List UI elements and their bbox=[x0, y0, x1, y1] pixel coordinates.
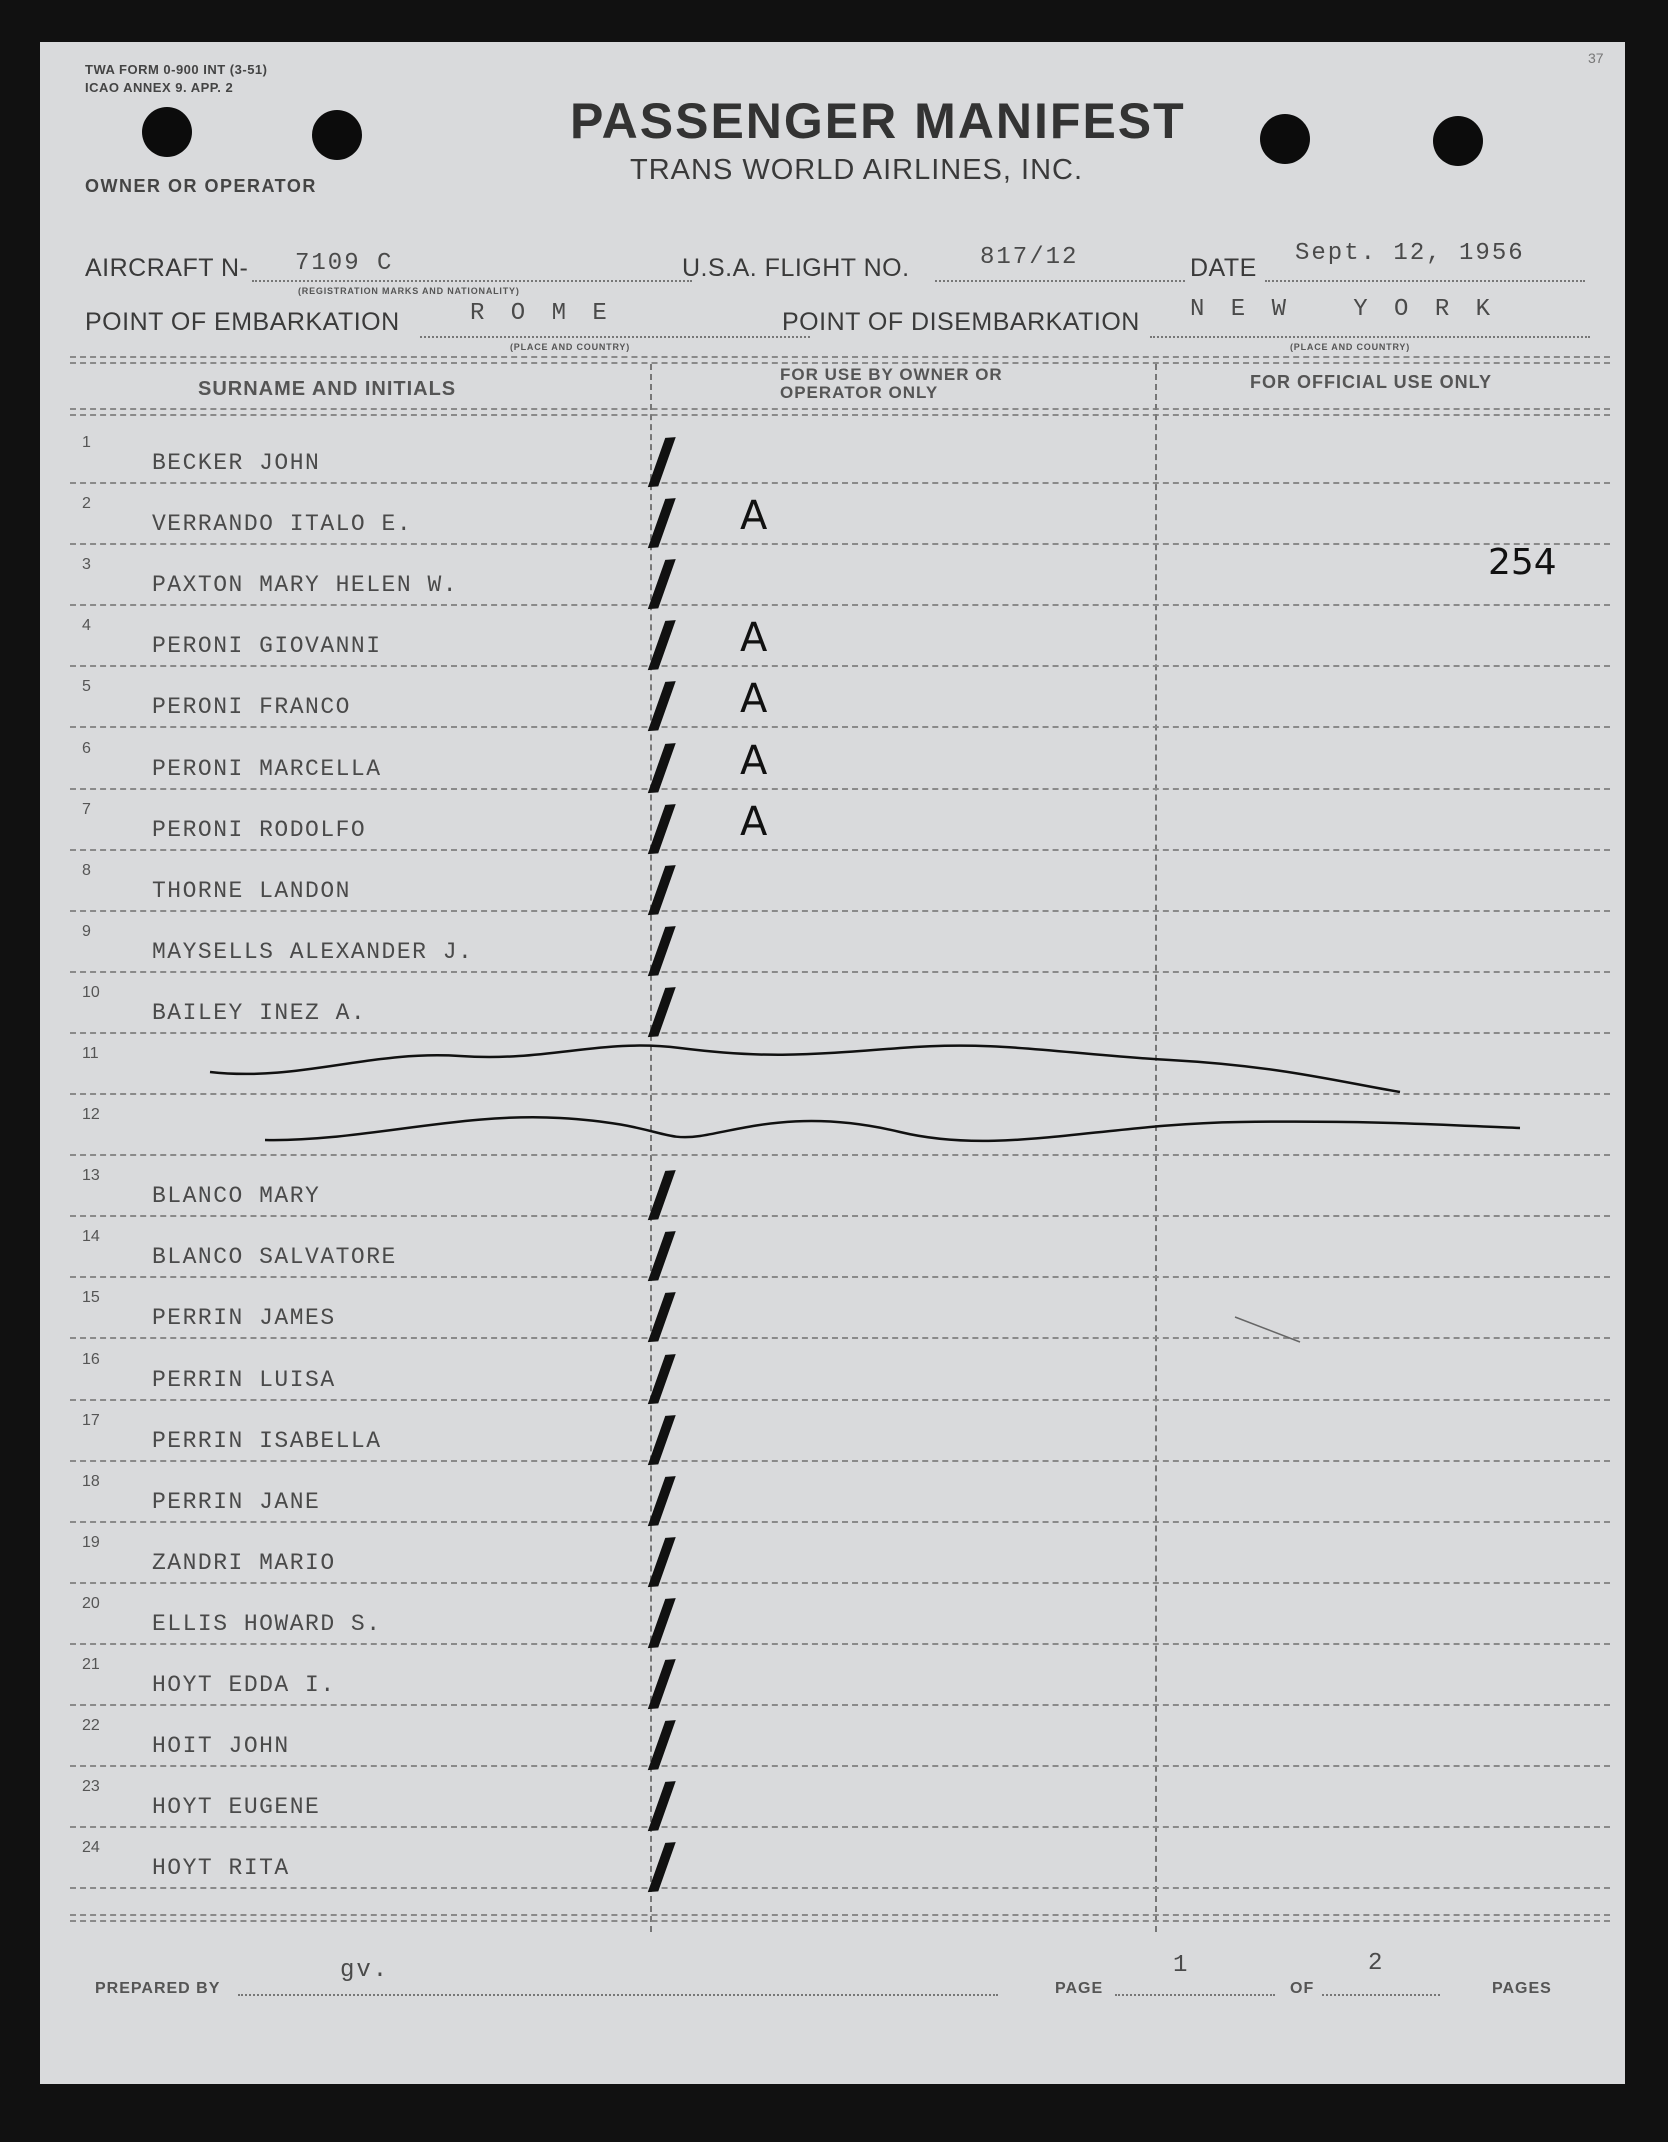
stray-mark bbox=[1235, 1317, 1300, 1342]
check-mark: / bbox=[629, 731, 693, 802]
check-mark: / bbox=[629, 608, 693, 679]
row-number: 3 bbox=[82, 556, 91, 574]
passenger-name: PAXTON MARY HELEN W. bbox=[152, 572, 459, 599]
airline-name: TRANS WORLD AIRLINES, INC. bbox=[630, 154, 1084, 186]
passenger-name: VERRANDO ITALO E. bbox=[152, 511, 413, 538]
check-mark: / bbox=[629, 1158, 693, 1229]
passenger-name: PERRIN JAMES bbox=[152, 1305, 336, 1332]
disembarkation-label: POINT OF DISEMBARKATION bbox=[782, 308, 1140, 336]
check-mark: / bbox=[629, 1769, 693, 1840]
date-label: DATE bbox=[1190, 254, 1257, 282]
check-mark: / bbox=[629, 1342, 693, 1413]
strike-line bbox=[210, 1046, 1400, 1092]
check-mark: / bbox=[629, 975, 693, 1046]
passenger-name: HOYT EUGENE bbox=[152, 1794, 321, 1821]
footer-rule bbox=[70, 1914, 1610, 1916]
page-title: PASSENGER MANIFEST bbox=[570, 93, 1186, 149]
row-number: 7 bbox=[82, 800, 91, 818]
embarkation-value: R O M E bbox=[470, 300, 613, 327]
row-number: 18 bbox=[82, 1472, 100, 1490]
disembarkation-note: (PLACE AND COUNTRY) bbox=[1290, 342, 1411, 352]
registration-note: (REGISTRATION MARKS AND NATIONALITY) bbox=[298, 286, 520, 296]
aircraft-value: 7109 C bbox=[295, 250, 394, 277]
pages-label: PAGES bbox=[1492, 1980, 1552, 1997]
passenger-name: BLANCO SALVATORE bbox=[152, 1244, 397, 1271]
form-code: TWA FORM 0-900 INT (3-51) bbox=[85, 62, 268, 77]
check-mark: / bbox=[629, 1281, 693, 1352]
passenger-name: PERONI MARCELLA bbox=[152, 755, 382, 782]
passenger-name: ELLIS HOWARD S. bbox=[152, 1610, 382, 1637]
row-number: 19 bbox=[82, 1533, 100, 1551]
row-number: 16 bbox=[82, 1350, 100, 1368]
row-number: 6 bbox=[82, 739, 91, 757]
row-number: 21 bbox=[82, 1656, 100, 1673]
row-number: 14 bbox=[82, 1228, 100, 1246]
row-number: 9 bbox=[82, 922, 91, 940]
check-mark: / bbox=[629, 853, 693, 924]
strike-line bbox=[265, 1117, 1520, 1141]
date-value: Sept. 12, 1956 bbox=[1295, 240, 1525, 267]
row-number: 11 bbox=[82, 1045, 99, 1062]
row-number: 20 bbox=[82, 1594, 100, 1612]
check-mark: / bbox=[629, 1403, 693, 1474]
passenger-name: HOIT JOHN bbox=[152, 1733, 290, 1760]
surname-column-header: SURNAME AND INITIALS bbox=[198, 378, 457, 400]
of-label: OF bbox=[1290, 1980, 1315, 1997]
row-number: 12 bbox=[82, 1106, 100, 1124]
row-number: 1 bbox=[82, 434, 91, 451]
footer-rule bbox=[70, 1920, 1610, 1922]
embarkation-label: POINT OF EMBARKATION bbox=[85, 308, 400, 336]
check-mark: / bbox=[629, 1464, 693, 1535]
check-mark: / bbox=[629, 547, 693, 618]
strike-scribbles bbox=[40, 42, 1625, 2084]
official-use-column-header: FOR OFFICIAL USE ONLY bbox=[1250, 372, 1493, 392]
passenger-name: ZANDRI MARIO bbox=[152, 1549, 336, 1576]
handwritten-note: A bbox=[740, 676, 768, 723]
prepared-by-value: gv. bbox=[340, 1957, 390, 1984]
handwritten-note: A bbox=[740, 615, 768, 662]
check-mark: / bbox=[629, 1219, 693, 1290]
prepared-by-underline bbox=[238, 1994, 998, 1996]
passenger-name: PERRIN JANE bbox=[152, 1488, 321, 1515]
of-underline bbox=[1322, 1994, 1440, 1996]
check-mark: / bbox=[629, 670, 693, 741]
row-number: 22 bbox=[82, 1717, 100, 1735]
passenger-name: BAILEY INEZ A. bbox=[152, 999, 367, 1026]
handwritten-count: 254 bbox=[1488, 542, 1557, 583]
flight-label: U.S.A. FLIGHT NO. bbox=[682, 254, 910, 282]
row-number: 13 bbox=[82, 1167, 100, 1185]
page-underline bbox=[1115, 1994, 1275, 1996]
row-number: 2 bbox=[82, 495, 91, 513]
icao-annex: ICAO ANNEX 9. APP. 2 bbox=[85, 80, 234, 95]
page-label: PAGE bbox=[1055, 1980, 1104, 1997]
aircraft-label: AIRCRAFT N- bbox=[85, 254, 249, 282]
check-mark: / bbox=[629, 425, 693, 496]
passenger-name: THORNE LANDON bbox=[152, 877, 351, 904]
owner-operator-label: OWNER OR OPERATOR bbox=[85, 176, 317, 196]
check-mark: / bbox=[629, 1647, 693, 1718]
check-mark: / bbox=[629, 914, 693, 985]
passenger-name: MAYSELLS ALEXANDER J. bbox=[152, 938, 474, 965]
check-mark: / bbox=[629, 1586, 693, 1657]
passenger-name: PERRIN LUISA bbox=[152, 1366, 336, 1393]
row-number: 5 bbox=[82, 678, 91, 696]
check-mark: / bbox=[629, 792, 693, 863]
passenger-name: PERONI GIOVANNI bbox=[152, 633, 382, 660]
row-number: 10 bbox=[82, 983, 100, 1001]
manifest-page bbox=[40, 42, 1625, 2084]
of-value: 2 bbox=[1368, 1950, 1385, 1977]
prepared-by-label: PREPARED BY bbox=[95, 1980, 221, 1997]
check-mark: / bbox=[629, 486, 693, 557]
row-number: 15 bbox=[82, 1289, 100, 1307]
row-number: 8 bbox=[82, 861, 91, 879]
disembarkation-value: N E W Y O R K bbox=[1190, 296, 1497, 323]
passenger-name: HOYT EDDA I. bbox=[152, 1672, 336, 1698]
passenger-name: PERRIN ISABELLA bbox=[152, 1427, 382, 1454]
handwritten-note: A bbox=[740, 493, 768, 540]
handwritten-note: A bbox=[740, 737, 768, 784]
row-number: 4 bbox=[82, 617, 91, 635]
passenger-name: HOYT RITA bbox=[152, 1855, 290, 1882]
row-number: 24 bbox=[82, 1839, 100, 1857]
passenger-name: PERONI RODOLFO bbox=[152, 816, 367, 843]
check-mark: / bbox=[629, 1525, 693, 1596]
passenger-name: PERONI FRANCO bbox=[152, 694, 351, 721]
check-mark: / bbox=[629, 1830, 693, 1901]
row-number: 17 bbox=[82, 1411, 100, 1429]
page-value: 1 bbox=[1173, 1952, 1190, 1979]
passenger-name: BECKER JOHN bbox=[152, 450, 321, 476]
owner-use-column-header: FOR USE BY OWNER OR OPERATOR ONLY bbox=[780, 365, 1003, 402]
passenger-name: BLANCO MARY bbox=[152, 1183, 321, 1210]
page-mark: 37 bbox=[1588, 50, 1604, 66]
handwritten-note: A bbox=[740, 798, 768, 845]
check-mark: / bbox=[629, 1708, 693, 1779]
row-number: 23 bbox=[82, 1778, 100, 1796]
flight-value: 817/12 bbox=[980, 244, 1079, 271]
embarkation-note: (PLACE AND COUNTRY) bbox=[510, 342, 631, 352]
